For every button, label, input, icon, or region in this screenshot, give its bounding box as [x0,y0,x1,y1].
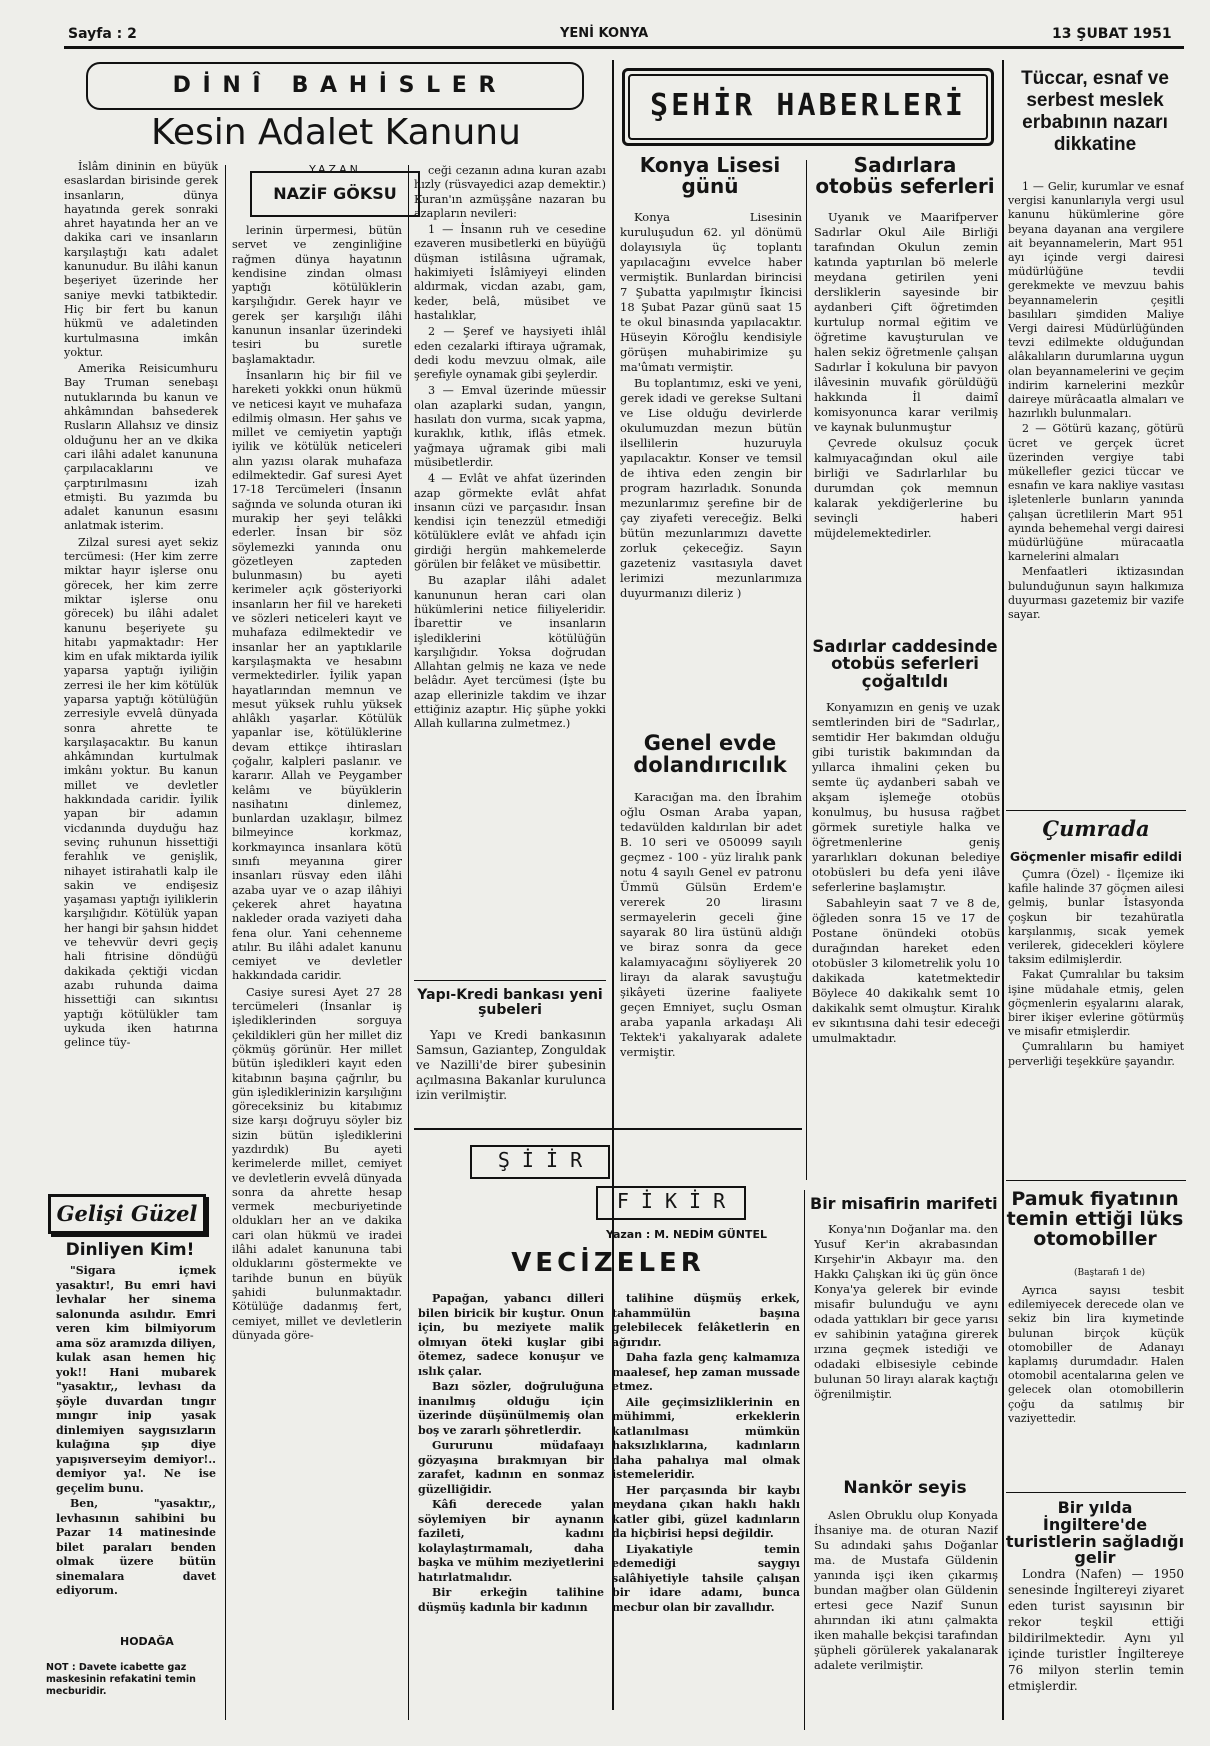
news-headline: Sadırlara otobüs seferleri [815,153,995,198]
news-headline: Pamuk fiyatının temin ettiği lüks otomobiller [1006,1188,1184,1250]
paragraph: 2 — Şeref ve haysiyeti ihlâl eden cezalarki iftiraya uğramak, dedi kodu mevzuu olmak, aile şerefiyle oynamak gibi şeylerdir. [414,325,606,382]
paragraph: Konya'nın Doğanlar ma. den Yusuf Ker'in akrabasından Kırşehir'in Akbayır ma. den Hakkı Çalışkan iki üç gün önce Konya'ya gelerek bir evinde misafir bulunduğu ve aynı odada yattıkları bir gece yarısı ev sahibinin yatağına girerek ırzına geçmek istediği ve odadaki elbisesiyle cebinde bulunan 50 lirayı alarak kaçtığı öğrenilmiştir. [814,1222,998,1401]
section-title: D İ N Î B A H İ S L E R [172,73,498,98]
paragraph: 4 — Evlât ve ahfat üzerinden azap görmekte evlât ahfat insanın cüzi ve parçasıdır. İnsan kendisi için tenezzül etmediği kötülüklere evlât ve ahfadı için girdiği hergün mahkemelerde görülen bir felâket ve müsibettir. [414,472,606,572]
newspaper-name: YENİ KONYA [560,26,649,41]
paragraph: İslâm dininin en büyük esaslardan birisinde gerek insanların, dünya hayatında gerek sonraki ahret hayatında her an ve dakika cari ve insanların karşılaştığı katı adalet kanunudur. Bu ilâhi kanun beşeriyet üzerinde her saniye mevki tatbiktedir. Hiç bir fert bu kanun hükmü ve adaletinden kurtulmasına imkân yoktur. [64,160,218,359]
notice-headline: Tüccar, esnaf ve serbest meslek erbabının nazarı dikkatine [1021,68,1169,155]
paragraph: 1 — Gelir, kurumlar ve esnaf vergisi kanunlarıyla vergi usul kanunu hükümlerine göre beyana dayanan ana vergilere ait beyannamelerin, Mart 951 ayı içinde vergi dairesi müdürlüğüne tevdii gerekmekte ve mevzuu bahis beyannamelerin çeşitli basılıları şimdiden Maliye Vergi dairesi Müdürlüğünden tevzi edilmekte olduğundan alâkalıların durumlarına uygun olan beyannamelerini ve geçim indirim karnelerini mezkûr daireye mürâcaatla almaları ve hazırlıklı bulunmaları. [1008,180,1184,421]
news-headline: Konya Lisesi günü [639,153,781,198]
news-body [1008,1566,1184,1741]
paragraph: Bu azaplar ilâhi adalet kanununun heran cari olan hükümlerini netice fiiliyeleridir. İbarettir ve insanların işlediklerini kötülüğün karşılığıdır. Yoksa doğrudan Allahtan gelmiş ne kaza ve nede belâdır. Ayet tercümesi (İşte bu azap ellerinizle takdim ve ihzar ettiğiniz azaptır. Hiç şüphe yokki Allah kullarına zulmetmez.) [414,574,606,731]
paragraph: Ayrıca sayısı tesbit edilemiyecek derecede olan ve sekiz bin lira kıymetinde bulunan birçok küçük otomobiller de Adanayı kaplamış durumdadır. Halen otomobil acentalarına gelen ve gelecek olan otomobillerin çoğu da satılmış bir vaziyettedir. [1008,1284,1184,1425]
news-body [1008,868,1184,1168]
aphorisms-column [612,1292,800,1732]
news-headline: Bir misafirin marifeti [810,1194,998,1213]
paragraph: Casiye suresi Ayet 27 28 tercümeleri (İnsanlar iş işlediklerinden sorguya çekildikleri gün her millet diz çökmüş görünür. Her millet bütün işledikleri kayıt eden kitabının başına çağrılır, bu gün işlediklerinizin karşılığını göreceksiniz bu kitabımız size karşı doğruyu söyler biz sizin bütün işlediklerini yazdırdık) Bu ayeti kerimelerde millet, cemiyet ve devletlerin evvelâ dünyada sonra da ahrette hesap vermek mecburiyetinde oldukları her an ve dakika cari olan hükmü ve iradei ilâhi adalet kanununa tabi olduklarını göstermekte ve tarihde bunun en büyük şahidi bulunmaktadır. Kötülüğe dadanmış fert, cemiyet, millet ve devletlerin dünyada göre- [232,985,402,1342]
paragraph: Aslen Obruklu olup Konyada İhsaniye ma. de oturan Nazif Su adındaki şahıs Doğanlar ma. de Mustafa Güldenin yanında işçi iken çıkarmış bundan mağber olan Güldenin ertesi gece Nazif Sunun ahırından iki atını çalmakta iken mahalle bekçisi tarafından şüpheli görülerek yakalanarak adalete verilmiştir. [814,1508,998,1672]
thought-label: F İ K İ R [616,1189,726,1213]
news-body [620,210,802,715]
news-headline: Genel evde dolandırıcılık [633,731,787,778]
divider [414,980,606,981]
paragraph: lerinin ürpermesi, bütün servet ve zenginliğine rağmen dünya hayatının kendisine zindan olması yaptığı kötülüklerin karşılığıdır. Gerek hayır ve gerek şer karşılığı ilâhi kanunun insanlar üzerindeki tesiri bu suretle başlamaktadır. [232,224,402,366]
paragraph: Fakat Çumralılar bu taksim işine müdahale etmiş, gelen göçmenlerin eşyalarını alarak, birer ikişer evlerine götürmüş ve misafir etmişlerdir. [1008,968,1184,1039]
continuation-note: (Baştarafı 1 de) [1074,1268,1146,1278]
news-headline: Dinliyen Kim! [65,1240,195,1260]
paragraph: Aile geçimsizliklerinin en mühimmi, erkeklerin katlanılması mümkün haksızlıklarına, kadınların daha pahalıya mal olmak istemeleridir. [612,1395,800,1481]
paragraph: Kâfi derecede yalan söylemiyen bir aynanın fazileti, kadını kolaylaştırmamalı, daha başka ve mühim meziyetlerini hatırlatmalıdır. [418,1498,604,1584]
divider [1006,1180,1186,1181]
news-headline: Bir yılda İngiltere'de turistlerin sağladığı gelir [1005,1498,1185,1568]
paragraph: Çevrede okulsuz çocuk kalmıyacağından okul aile birliği ve Sadırlarlılar bu durumdan çok memnun kalarak yekdiğerlerine bu sevinçli haberi müjdelemektedirler. [814,436,998,540]
column-label: Gelişi Güzel [56,1201,198,1226]
paragraph: 2 — Götürü kazanç, götürü ücret ve gerçek ücret üzerinden vergiye tabi mükellefler gezici tüccar ve esnafın ve kara nakliye vasıtası işletenlerle bunların yanında çalışan ücretlilerin Mart 951 ayında behemehal vergi dairesi müdürlüğüne müracaatla karnelerini almaları [1008,422,1184,564]
news-body [814,1508,998,1740]
article-column [232,224,402,1714]
byline: Yazan : M. NEDİM GÜNTEL [606,1228,767,1241]
news-headline: Çumrada [1042,816,1150,841]
divider [414,1128,802,1130]
city-news-title: ŞEHİR HABERLERİ [650,88,966,123]
paragraph: Konyamızın en geniş ve uzak semtlerinden biri de "Sadırlar,, semtidir Her bakımdan olduğu gibi turistik bakımından da yıllarca ihmalini çeken bu semte üç aydanberi sabah ve akşam işlemeğe otobüs konulmuş, bu hususa rağbet görmek suretiyle halka ve öğretmenlerine geniş yararlıkları dokunan belediye otobüsleri bu defa yeni ilâve seferlerine başlamıştır. [812,700,1000,894]
paragraph: Amerika Reisicumhuru Bay Truman senebaşı nutuklarında bu kanun ve ahkâmından bahsederek Rusların Allahsız ve dinsiz olduğunu her an ve dkika cari ilâhi adalet kanununa çarpılacaklarını ve çarptırılmasını izah etmişti. Bu yazımda bu adalet kanunun esasını anlatmak isterim. [64,362,218,533]
paragraph: talihine düşmüş erkek, tahammülün başına gelebilecek felâketlerin en ağırıdır. [612,1292,800,1349]
divider [1006,1492,1186,1493]
column-rule [1002,60,1004,1720]
byline-label: YAZAN [309,163,361,176]
column-rule [804,1190,805,1730]
article-column [64,160,218,1180]
masthead-rule [64,46,1184,49]
paragraph: 1 — İnsanın ruh ve cesedine ezaveren musibetlerki en büyüğü düşman istilâsına uğramak, hakimiyeti İslâmiyeyi elinden aldırmak, vicdan azabı, gam, keder, belâ, müsibet ve hastalıklar, [414,223,606,322]
divider [1006,810,1186,811]
paragraph: Karacığan ma. den İbrahim oğlu Osman Araba yapan, tedavülden kaldırılan bir adet B. 10 seri ve 050099 sayılı geçmez - 100 - yüz liralık pank notu 4 sayılı Genel ev patronu Ümmü Gülsün Erdem'e vererek 20 lirasını sermayelerin geceli ğine sayarak 80 lira üstünü aldığı ve biraz sonra da gece kalamıyacağını söyliyerek 20 lirayı da alarak savuştuğu şikâyeti üzerine faaliyete geçen Emniyet, suçlu Osman araba yapanla arkadaşı Ali Tektek'i yakalıyarak adalete vermiştir. [620,790,802,1059]
column-rule [408,165,409,1720]
notice-body [1008,180,1184,805]
article-headline: VECİZELER [511,1248,705,1278]
news-subheadline: Göçmenler misafir edildi [1009,849,1183,864]
paragraph: Sabahleyin saat 7 ve 8 de, öğleden sonra 15 ve 17 de Postane önündeki otobüs durağından hareket eden otobüsler 3 kilometrelik yolu 10 dakikada katetmektedir Böylece 40 dakikalık semt 10 dakikalık semt olmuştur. Kiralık ev sıkıntısına dahi tesir edeceği umulmaktadır. [812,896,1000,1045]
paragraph: ceği cezanın adına kuran azabı hızly (rüsvayedici azap demektir.) Kuran'ın azmüşşâne nazaran bu azapların nevileri: [414,164,606,220]
column-rule [806,160,807,1180]
news-body: Yapı ve Kredi bankasının Samsun, Gaziantep, Zonguldak ve Nazilli'de birer şubesinin açılmasına Bakanlar kurulunca izin verilmiştir. [416,1028,606,1102]
paragraph: Bir erkeğin talihine düşmüş kadınla bir kadının [418,1586,604,1614]
column-rule [225,165,226,1720]
news-headline: Nankör seyis [843,1478,967,1498]
poetry-label: Ş İ İ R [497,1148,583,1172]
page-number: Sayfa : 2 [68,26,137,42]
paragraph: 3 — Emval üzerinde müessir olan azaplarki sudan, yangın, hasılatı don vurma, sıcak yapma, kuraklık, kıtlık, iflâs etmek. yağmaya uğramak gibi mali müsibetlerdir. [414,384,606,469]
news-headline: Yapı-Kredi bankası yeni şubeleri [417,987,603,1018]
news-body [814,1222,998,1472]
paragraph: Daha fazla genç kalmamıza maalesef, hep zaman mussade etmez. [612,1351,800,1393]
paragraph: Bu toplantımız, eski ve yeni, gerek idadi ve gerekse Sultani ve Lise olduğu devirlerde okulumuzdan mezun bütün ilsellilerin huzuruyla yapılacaktır. Konser ve temsil de ihtiva eden zengin bir program hazırladık. Sonunda mezunlarımız şerefine bir de çay ziyafeti vereceğiz. Belki bütün mezunlarımızı davette zorluk çekeceğiz. Sayın gazeteniz vasıtasıyla davet lerimizi mezunlarımıza duyurmanızı dileriz ) [620,376,802,600]
footnote: NOT : Davete icabette gaz maskesinin refakatini temin mecburidir. [46,1662,196,1697]
paragraph: İnsanların hiç bir fiil ve hareketi yokkki onun hükmü ve neticesi kayıt ve muhafaza edilmiş olmasın. Her şahıs ve millet ve cemiyetin yaptığı iyilik ve kötülük neticeleri alın yazısı olarak muhafaza edilmektedir. Gaf suresi Ayet 17-18 Tercümeleri (İnsanın sağında ve solunda oturan iki murakip her şeyi telâkki ederler. İnsan bir söz söylemezki yanında onu gözetleyen zapteden bulunmasın) bu ayeti kerimeler açık gösteriyorki insanların her fiil ve hareketi ve sözleri neticeleri kayıt ve muhafaza edilmektedir ve insanlar her an yaptıklarile karşılaşmakta ve hesabını vermektedirler. İyilik yapan hayatlarından memnun ve mesut yüksek ruhlu yüksek ahlâklı yaşarlar. Kötülük yapanlar ise, kötülüklerine devam ettikçe ihtirasları çoğalır, kalpleri paslanır. ve kararır. Allah ve Peygamber kelâmı ve büyüklerin nasihatını dinlemez, bunlardan uzaklaşır, bilmez bilmeyince korkmaz, korkmayınca insanlara kötü sınıfı meyanına girer insanları rüsvay eden ilâhi azaba uyar ve o azap ilâhiyi çekerek ahret hayatına nakleder orada vaziyeti daha fena olur. Yani cehenneme atılır. Bu ilâhi adalet kanunu cemiyet ve devletler hakkındada caridir. [232,368,402,983]
paragraph: Menfaatleri iktizasından bulunduğunun sayın halkımıza duyurması gazetemiz bir vazife sayar. [1008,565,1184,622]
issue-date: 13 ŞUBAT 1951 [1052,26,1172,42]
news-body [1008,1284,1184,1494]
aphorisms-column [418,1292,604,1732]
news-body: "Sigara içmek yasaktır!, Bu emri havi levhalar her sinema salonunda asılıdır. Emri veren kim bilmiyorum ama söz aramızda diliyen, kulak asan hemen hiç yok!! Hani mubarek "yasaktır,, levhası da şöyle duvardan tıngır mıngır inip yasak dinlemiyen saygısızların kulağına şıp diye yapışıverseyim demiyor!.. demiyor ya!. Ne ise geçelim bunu. Ben, "yasaktır,, levhasının sahibini bu Pazar 14 matinesinde bilet paraları benden olmak üzere bütün sinemalara davet ediyorum. [56,1264,216,1597]
news-body [620,790,802,1185]
paragraph: Zilzal suresi ayet sekiz tercümesi: (Her kim zerre miktar hayır işlerse onu görecek, her kim zerre miktar işlerse onu görecek) bu ilâhi adalet kanunu beşeriyete şu hitabı yapmaktadır: Her kim en ufak miktarda iyilik yaparsa yaptığı iyiliğin zerresi ile her kim kötülük yaparsa yaptığı kötülüğün zerresiyle evvelâ dünyada sonra ahrette te karşılaşacaktır. Bu kanun ahkâmından kurtulmak imkânı yoktur. Bu kanun millet ve devletler hakkındada caridir. İyilik yapan bir adamın vicdanında duyduğu haz sevinç ruhunun hissettiği ferahlık ve genişlik, nihayet istirahatli kalp ile sakin ve endişesiz yaşaması yaptığı iyiliklerin karşılığıdır. Kötülük yapan her hangi bir şahsın hiddet ve tehevvür devri geçiş hali fıtrisine döndüğü dakikada çektiği vicdan azabı ruhunda daima hissettiği can sıkıntısı yaptığı kötülükler tam uykuda iken hatırına gelince tüy- [64,535,218,1050]
paragraph: Uyanık ve Maarifperver Sadırlar Okul Aile Birliği tarafından Okulun zemin katında yaptırılan bö melerle meydana getirilen yeni dersliklerin sayesinde bir aydanberi Çift öğretimden kurtulup normal eğitim ve öğretime kavuşturulan ve halen sekiz öğretmenle çalışan Sadırlar İ kokuluna bir pavyon ilâvesinin muvafık görüldüğü hakkında İl daimî komisyonunca karar verilmiş ve kaynak bulunmuştur [814,210,998,434]
news-headline: Sadırlar caddesinde otobüs seferleri çoğaltıldı [812,637,998,691]
paragraph: Çumralıların bu hamiyet perverliği teşekküre şayandır. [1008,1040,1184,1068]
news-body [812,700,1000,1185]
paragraph: Londra (Nafen) — 1950 senesinde İngiltereyi ziyaret eden turist sayısının bir rekor teşkil ettiği bildirilmektedir. Aynı yıl içinde turistler İngiltereye 76 milyon sterlin temin etmişlerdir. [1008,1567,1184,1693]
author-signature: HODAĞA [120,1635,174,1648]
paragraph: Her parçasında bir kaybı meydana çıkan haklı haklı katler gibi, güzel kadınların da hiçbirisi hepsi değildir. [612,1483,800,1540]
paragraph: Konya Lisesinin kuruluşudun 62. yıl dönümü dolayısıyla üç toplantı yapılacağını evvelce haber vermiştik. Bunlardan birincisi 7 Şubatta yapılmıştır İkincisi 18 Şubat Pazar günü saat 15 te okul binasında yapılacaktır. Hüseyin Köroğlu kendisiyle görüşen muhabirimize şu ma'ûmatı vermiştir. [620,210,802,374]
paragraph: Bazı sözler, doğruluğuna inanılmış olduğu için üzerinde düşünülmemiş olan boş ve zararlı şöhretlerdir. [418,1380,604,1437]
news-body [814,210,998,620]
article-column [414,164,606,974]
paragraph: Papağan, yabancı dilleri bilen biricik bir kuştur. Onun için, bu meziyete malik olmıyan öteki kuşlar gibi ötemez, sadece konuşur ve ıslık çalar. [418,1292,604,1378]
paragraph: Çumra (Özel) - İlçemize iki kafile halinde 37 göçmen ailesi gelmiş, bunlar İstasyonda çoşkun bir tezahüratla karşılanmış, sıcak yemek verilerek, gidecekleri köylere taksim edilmişlerdir. [1008,868,1184,967]
article-headline: Kesin Adalet Kanunu [151,112,521,153]
author-name: NAZİF GÖKSU [273,184,397,203]
paragraph: Gururunu müdafaayı gözyaşına bırakmıyan bir zarafet, kadının en sonmaz güzelliğidir. [418,1439,604,1496]
paragraph: Liyakatiyle temin edemediği saygıyı salâhiyetiyle tahsile çalışan bir idare adamı, bunca mecbur olan bir zavallıdır. [612,1542,800,1614]
